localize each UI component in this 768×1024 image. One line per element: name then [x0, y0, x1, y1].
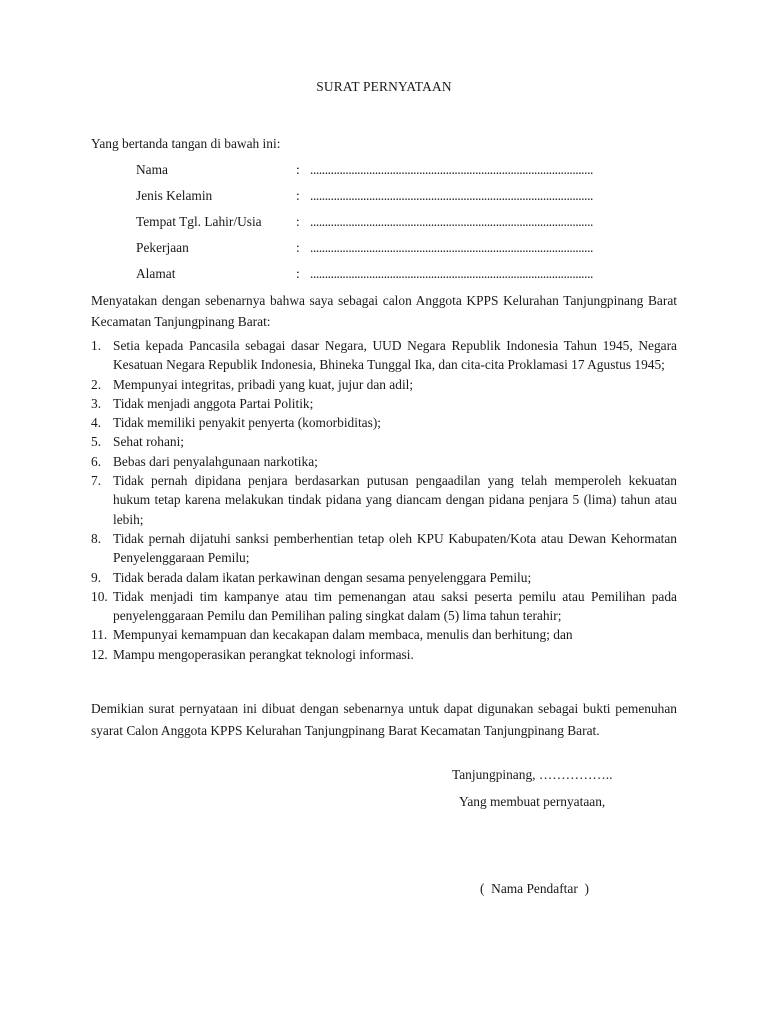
list-item [91, 394, 677, 413]
field-colon: : [296, 240, 300, 255]
field-label: Pekerjaan [136, 240, 189, 255]
list-number: 9. [91, 569, 102, 585]
list-item [91, 625, 677, 644]
list-number: 11. [91, 627, 108, 643]
list-item [91, 471, 677, 529]
list-item [91, 568, 677, 587]
intro-text: Yang bertanda tangan di bawah ini: [91, 136, 281, 151]
signature-caption: Yang membuat pernyataan, [459, 794, 606, 809]
list-item [91, 336, 677, 375]
list-text: Tidak menjadi anggota Partai Politik; [113, 395, 314, 411]
field-jenis-kelamin [136, 186, 676, 212]
requirements-list [91, 336, 677, 664]
field-label: Tempat Tgl. Lahir/Usia [136, 214, 262, 229]
field-colon: : [296, 188, 300, 203]
list-text: Mempunyai integritas, pribadi yang kuat, jujur dan adil; [113, 376, 414, 392]
list-item [91, 452, 677, 471]
list-number: 6. [91, 453, 102, 469]
list-text: Tidak menjadi tim kampanye atau tim pemenangan atau saksi peserta pemilu atau Pemilihan pada penyelenggaraan Pemilu dan Pemilihan paling singkat dalam (5) lima tahun terahir; [113, 588, 677, 624]
field-blank: ................................................................................................ [310, 266, 593, 281]
field-label: Jenis Kelamin [136, 188, 213, 203]
field-tempat-tgl-lahir [136, 212, 676, 238]
field-blank: ................................................................................................ [310, 188, 593, 203]
field-colon: : [296, 162, 300, 177]
field-blank: ................................................................................................ [310, 240, 593, 255]
list-number: 8. [91, 530, 102, 546]
list-number: 4. [91, 415, 102, 431]
field-blank: ................................................................................................ [310, 214, 593, 229]
list-text: Tidak berada dalam ikatan perkawinan dengan sesama penyelenggara Pemilu; [113, 569, 532, 585]
statement-paragraph: Menyatakan dengan sebenarnya bahwa saya sebagai calon Anggota KPPS Kelurahan Tanjungpinang Barat Kecamatan Tanjungpinang Barat: [91, 293, 677, 329]
list-item [91, 529, 677, 568]
field-colon: : [296, 266, 300, 281]
list-item [91, 432, 677, 451]
list-text: Setia kepada Pancasila sebagai dasar Negara, UUD Negara Republik Indonesia Tahun 1945, Negara Kesatuan Negara Republik Indonesia, Bhineka Tunggal Ika, dan cita-cita Proklamasi 17 Agustus 1945; [113, 338, 677, 373]
list-number: 7. [91, 473, 102, 489]
list-text: Sehat rohani; [113, 434, 185, 450]
field-colon: : [296, 214, 300, 229]
field-alamat [136, 264, 676, 290]
identity-fields [136, 160, 676, 290]
list-number: 3. [91, 395, 102, 411]
signer-name: ( Nama Pendaftar ) [480, 881, 589, 896]
list-text: Tidak pernah dipidana penjara berdasarkan putusan pengaadilan yang telah memperoleh kekuatan hukum tetap karena melakukan tindak pidana yang diancam dengan pidana penjara 5 (lima) tahun atau lebih; [113, 473, 677, 527]
list-text: Mempunyai kemampuan dan kecakapan dalam membaca, menulis dan berhitung; dan [113, 627, 573, 643]
list-number: 5. [91, 434, 102, 450]
list-number: 12. [91, 646, 108, 662]
list-text: Bebas dari penyalahgunaan narkotika; [113, 453, 318, 469]
list-item [91, 375, 677, 394]
closing-paragraph: Demikian surat pernyataan ini dibuat dengan sebenarnya untuk dapat digunakan sebagai bukti pemenuhan syarat Calon Anggota KPPS Kelurahan Tanjungpinang Barat Kecamatan Tanjungpinang Barat. [91, 701, 677, 738]
list-item [91, 587, 677, 626]
field-blank: ................................................................................................ [310, 162, 593, 177]
list-text: Tidak memiliki penyakit penyerta (komorbiditas); [113, 415, 382, 431]
field-label: Alamat [136, 266, 176, 281]
list-number: 2. [91, 376, 102, 392]
document-title: SURAT PERNYATAAN [316, 79, 452, 94]
list-text: Mampu mengoperasikan perangkat teknologi informasi. [113, 646, 414, 662]
field-label: Nama [136, 162, 168, 177]
list-text: Tidak pernah dijatuhi sanksi pemberhentian tetap oleh KPU Kabupaten/Kota atau Dewan Kehormatan Penyelenggaraan Pemilu; [113, 530, 677, 566]
list-number: 10. [91, 588, 108, 604]
list-item [91, 413, 677, 432]
list-number: 1. [91, 338, 102, 353]
list-item [91, 645, 677, 664]
place-date: Tanjungpinang, …………….. [452, 767, 613, 782]
field-pekerjaan [136, 238, 676, 264]
field-nama [136, 160, 676, 186]
